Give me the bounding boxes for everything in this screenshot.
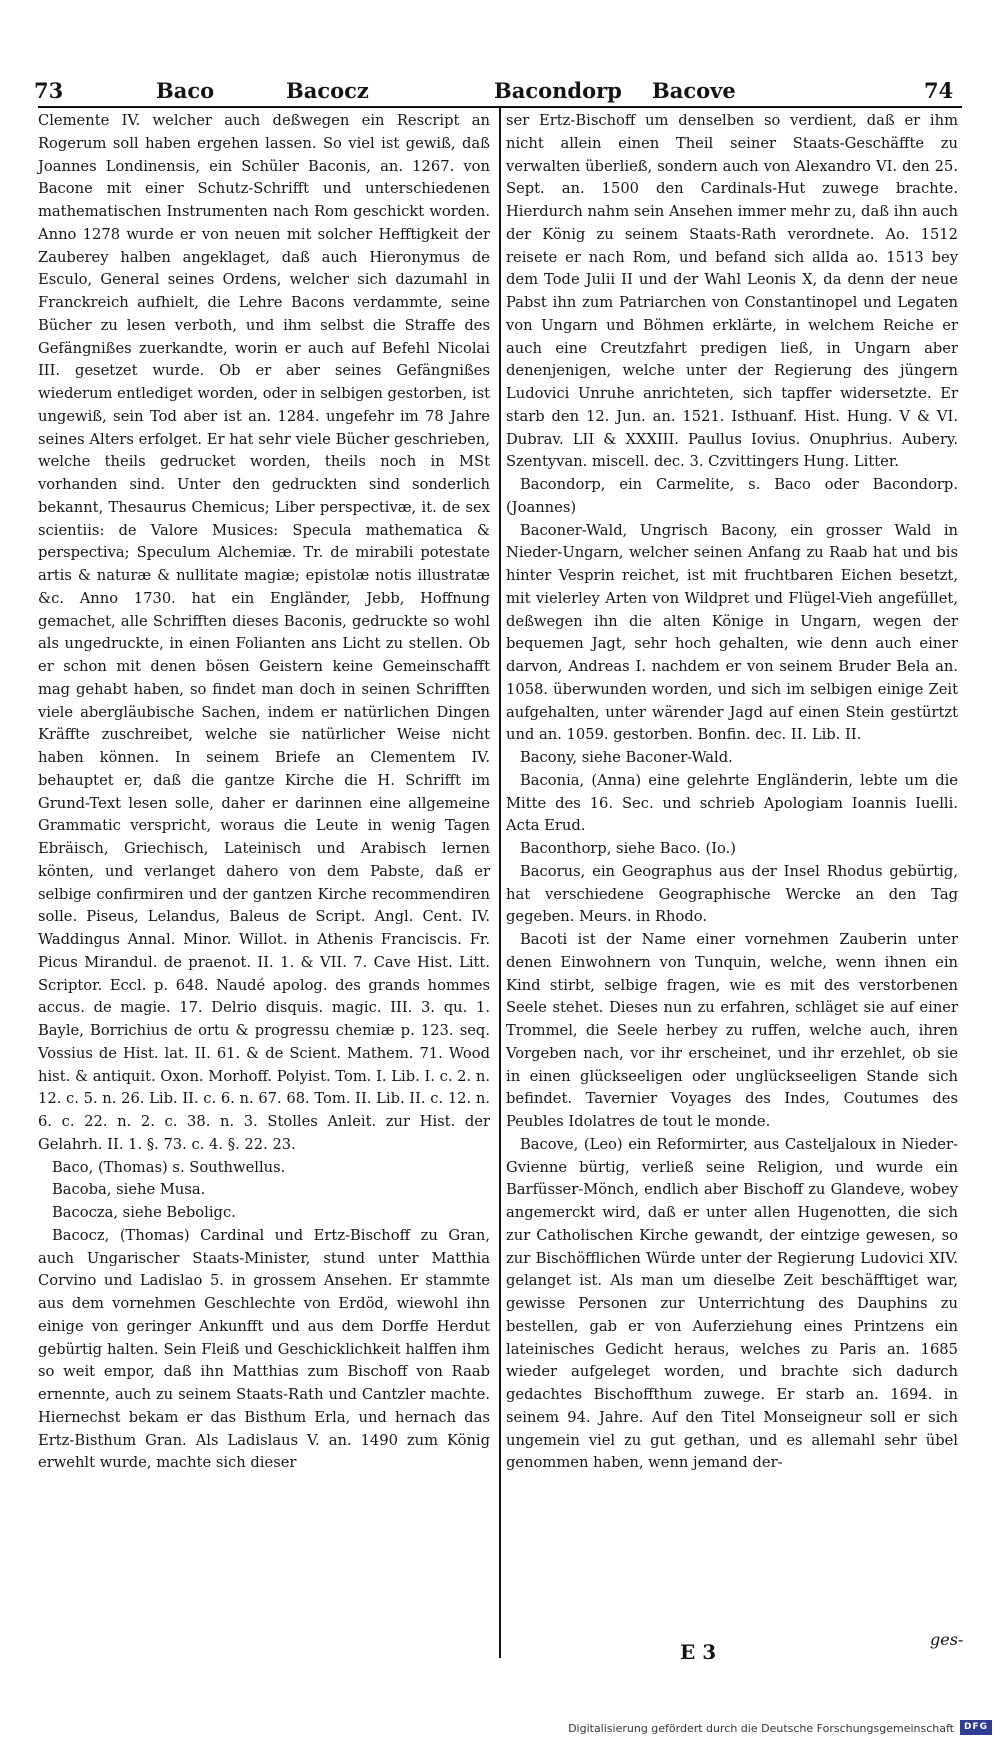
entry-bacony: Bacony, siehe Baconer-Wald. xyxy=(520,749,733,766)
digitization-footer xyxy=(0,1710,1000,1743)
entry-baconthorp: Baconthorp, siehe Baco. (Io.) xyxy=(520,840,737,857)
catchword: ges- xyxy=(930,1630,964,1649)
page-number-right: 74 xyxy=(924,78,954,103)
entry-baconer-wald: Baconer-Wald, Ungrisch Bacony, ein grosser Wald in Nieder-Ungarn, welcher seinen Anfang zu Raab hat und bis hinter Vesprin reichet, ist mit fruchtbaren Eichen besetzt, mit vielerley Arten von Wildpret und Flügel-Vieh angefüllet, deßwegen ihn die alten Könige in Ungarn, wegen der bequemen Jagt, sehr hoch gehalten, wie denn auch einer darvon, Andreas I. nachdem er von seinem Bruder Bela an. 1058. überwunden worden, und sich im selbigen einige Zeit aufgehalten, unter wärender Jagd auf einen Stein gestürtzt und an. 1059. gestorben. Bonfin. dec. II. Lib. II. xyxy=(506,521,958,744)
entry-bacove: Bacove, (Leo) ein Reformirter, aus Casteljaloux in Nieder-Gvienne bürtig, verließ seine Religion, und wurde ein Barfüsser-Mönch, endlich aber Bischoff zu Glandeve, wobey angemerckt wird, daß er unter allen Hugenotten, die sich zur Catholischen Kirche gewandt, der eintzige gewesen, so zur Bischöfflichen Würde unter der Regierung Ludovici XIV. gelanget ist. Als man um dieselbe Zeit beschäfftiget war, gewisse Personen zur Unterrichtung des Dauphins zu bestellen, gab er von Auferziehung eines Printzens ein lateinisches Gedicht heraus, welches zu Paris an. 1685 wieder aufgeleget worden, und brachte sich dadurch gedachtes Bischoffthum zuwege. Er starb an. 1694. in seinem 94. Jahre. Auf den Titel Monseigneur soll er sich ungemein viel zu gut gethan, und es allemahl sehr übel genommen haben, wenn jemand der- xyxy=(506,1135,958,1472)
header-word-bacocz: Bacocz xyxy=(286,78,369,103)
entry-bacoba: Bacoba, siehe Musa. xyxy=(52,1181,206,1199)
entry-bacocza: Bacocza, siehe Beboligc. xyxy=(52,1204,236,1221)
dfg-logo-icon: DFG xyxy=(960,1720,992,1735)
left-column xyxy=(38,110,490,1475)
header-word-bacove: Bacove xyxy=(652,78,736,103)
page-number-left: 73 xyxy=(34,78,64,103)
header-word-baco: Baco xyxy=(156,78,215,103)
column-divider xyxy=(499,108,501,1658)
running-header xyxy=(34,78,964,108)
entry-baco-thomas: Baco, (Thomas) s. Southwellus. xyxy=(52,1158,286,1176)
entry-baco-roger-continued: Clemente IV. welcher auch deßwegen ein Rescript an Rogerum soll haben ergehen lassen. So viel ist gewiß, daß Joannes Londinensis, ein Schüler Baconis, an. 1267. von Bacone mit einer Schutz-Schrifft und unterschiedenen mathematischen Instrumenten nach Rom geschickt worden. Anno 1278 wurde er von neuen mit solcher Hefftigkeit der Zauberey halben angeklaget, daß auch Hieronymus de Esculo, General seines Ordens, welcher sich dazumahl in Franckreich aufhielt, die Lehre Bacons verdammte, seine Bücher zu lesen verboth, und ihm selbst die Straffe des Gefängnißes zuerkandte, worin er auch auf Befehl Nicolai III. gesetzet wurde. Ob er aber seines Gefängnißes wiederum entlediget worden, oder in selbigen gestorben, ist ungewiß, sein Tod aber ist an. 1284. ungefehr im 78 Jahre seines Alters erfolget. Er hat sehr viele Bücher geschrieben, welche theils gedrucket worden, theils noch in MSt vorhanden sind. Unter den gedruckten sind sonderlich bekannt, Thesaurus Chemicus; Liber perspectivæ, it. de sex scientiis: de Valore Musices: Specula mathematica & perspectiva; Speculum Alchemiæ. Tr. de mirabili potestate artis & naturæ & nullitate magiæ; epistolæ notis illustratæ &c. Anno 1730. hat ein Engländer, Jebb, Hoffnung gemachet, alle Schrifften dieses Baconis, gedruckte so wohl als ungedruckte, in einen Folianten ans Licht zu stellen. Ob er schon mit denen bösen Geistern keine Gemeinschafft mag gehabt haben, so findet man doch in seinen Schrifften viele abergläubische Sachen, indem er natürlichen Dingen Kräffte zuschreibet, welche sie natürlicher Weise nicht haben können. In seinem Briefe an Clementem IV. behauptet er, daß die gantze Kirche die H. Schrifft im Grund-Text lesen solle, daher er darinnen eine allgemeine Grammatic verspricht, woraus die Leute in wenig Tagen Ebräisch, Griechisch, Lateinisch und Arabisch lernen könten, und verlanget dahero von dem Pabste, daß er selbige confirmiren und der gantzen Kirche recommendiren solle. Piseus, Lelandus, Baleus de Script. Angl. Cent. IV. Waddingus Annal. Minor. Willot. in Athenis Franciscis. Fr. Picus Mirandul. de praenot. II. 1. & VII. 7. Cave Hist. Litt. Scriptor. Eccl. p. 648. Naudé apolog. des grands hommes accus. de magie. 17. Delrio disquis. magic. III. 3. qu. 1. Bayle, Borrichius de ortu & progressu chemiæ p. 123. seq. Vossius de Hist. lat. II. 61. & de Scient. Mathem. 71. Wood hist. & antiquit. Oxon. Morhoff. Polyist. Tom. I. Lib. I. c. 2. n. 12. c. 5. n. 26. Lib. II. c. 6. n. 67. 68. Tom. II. Lib. II. c. 12. n. 6. c. 22. n. 2. c. 38. n. 3. Stolles Anleit. zur Hist. der Gelahrh. II. 1. §. 73. c. 4. §. 22. 23. xyxy=(38,112,490,1153)
entry-bacorus: Bacorus, ein Geographus aus der Insel Rhodus gebürtig, hat verschiedene Geographische Wercke an den Tag gegeben. Meurs. in Rhodo. xyxy=(506,862,958,926)
entry-bacocz-continued: ser Ertz-Bischoff um denselben so verdient, daß er ihm nicht allein einen Theil seiner Staats-Geschäffte zu verwalten überließ, sondern auch von Alexandro VI. den 25. Sept. an. 1500 den Cardinals-Hut zuwege brachte. Hierdurch nahm sein Ansehen immer mehr zu, daß ihn auch der König zu seinem Staats-Rath verordnete. Ao. 1512 reisete er nach Rom, und befand sich allda ao. 1513 bey dem Tode Julii II und der Wahl Leonis X, da denn der neue Pabst ihn zum Patriarchen von Constantinopel und Legaten von Ungarn und Böhmen erklärte, in welchem Reiche er auch eine Creutzfahrt predigen ließ, in Ungarn aber denenjenigen, welche unter der Regierung des jüngern Ludovici Unruhe anrichteten, sich tapffer widersetzte. Er starb den 12. Jun. an. 1521. Isthuanf. Hist. Hung. V & VI. Dubrav. LII & XXXIII. Paullus Iovius. Onuphrius. Aubery. Szentyvan. miscell. dec. 3. Czvittingers Hung. Litter. xyxy=(506,112,958,471)
entry-bacocz-thomas: Bacocz, (Thomas) Cardinal und Ertz-Bischoff zu Gran, auch Ungarischer Staats-Minister, stund unter Matthia Corvino und Ladislao 5. in grossem Ansehen. Er stammte aus dem vornehmen Geschlechte von Erdöd, wiewohl ihn einige von geringer Ankunfft und aus dem Dorffe Herdut gebürtig halten. Sein Fleiß und Geschicklichkeit halffen ihm so weit empor, daß ihn Matthias zum Bischoff von Raab ernennte, auch zu seinem Staats-Rath und Cantzler machte. Hiernechst bekam er das Bisthum Erla, und hernach das Ertz-Bisthum Gran. Als Ladislaus V. an. 1490 zum König erwehlt wurde, machte sich dieser xyxy=(38,1226,490,1472)
entry-baconia: Baconia, (Anna) eine gelehrte Engländerin, lebte um die Mitte des 16. Sec. und schrieb Apologiam Ioannis Iuelli. Acta Erud. xyxy=(506,771,958,835)
signature-mark: E 3 xyxy=(680,1640,717,1664)
header-word-bacondorp: Bacondorp xyxy=(494,78,622,103)
entry-bacondorp: Bacondorp, ein Carmelite, s. Baco oder Bacondorp. (Joannes) xyxy=(506,476,958,516)
footer-funding-text: Digitalisierung gefördert durch die Deutsche Forschungsgemeinschaft xyxy=(568,1722,954,1735)
right-column xyxy=(506,110,958,1475)
entry-bacoti: Bacoti ist der Name einer vornehmen Zauberin unter denen Einwohnern von Tunquin, welche, wenn ihnen ein Kind stirbt, selbige fragen, wie es mit des verstorbenen Seele stehet. Dieses nun zu erfahren, schläget sie auf einer Trommel, die Seele herbey zu ruffen, welche auch, ihren Vorgeben nach, vor ihr erscheinet, und ihr erzehlet, ob sie in einen glückseeligen oder unglückseeligen Stande sich befindet. Tavernier Voyages des Indes, Coutumes des Peubles Idolatres de tout le monde. xyxy=(506,931,958,1130)
